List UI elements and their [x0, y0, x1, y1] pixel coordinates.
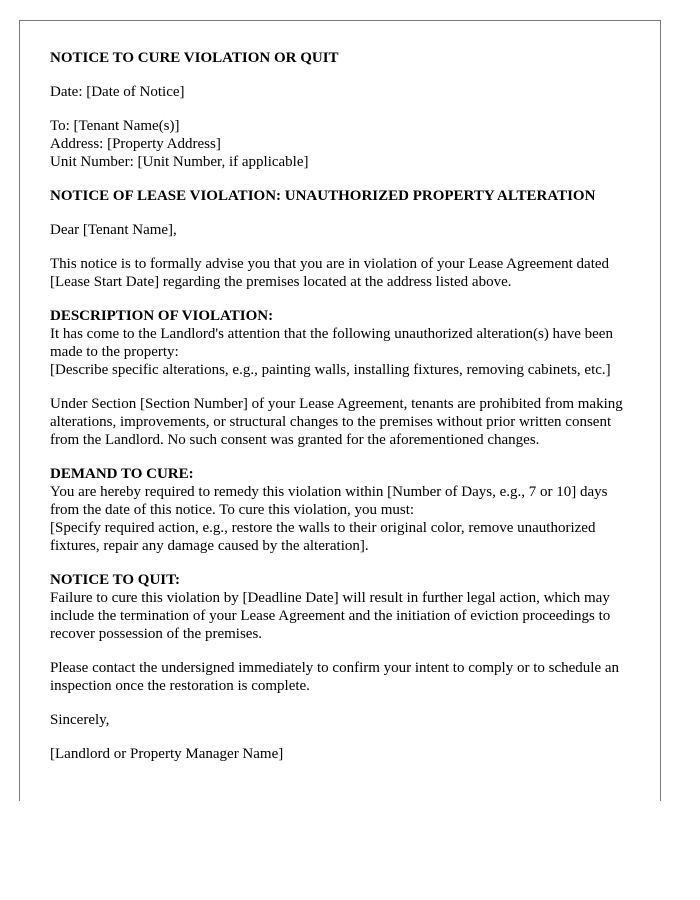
description-section	[50, 307, 640, 379]
salutation: Dear [Tenant Name],	[50, 222, 177, 238]
signature-line: [Landlord or Property Manager Name]	[50, 746, 284, 762]
notice-title: NOTICE TO CURE VIOLATION OR QUIT	[50, 50, 339, 66]
notice-date: Date: [Date of Notice]	[50, 84, 185, 100]
recipient-address: Address: [Property Address]	[50, 136, 221, 152]
cure-heading: DEMAND TO CURE:	[50, 466, 194, 482]
closing: Sincerely,	[50, 712, 110, 728]
document-page	[19, 20, 661, 801]
lease-section-paragraph: Under Section [Section Number] of your Lease Agreement, tenants are prohibited from making alterations, improvements, or structural changes to the premises without prior written consent from the Landlord. No such consent was granted for the aforementioned changes.	[50, 396, 623, 448]
quit-section	[50, 571, 640, 643]
contact-paragraph: Please contact the undersigned immediately to confirm your intent to comply or to schedule an inspection once the restoration is complete.	[50, 660, 620, 694]
cure-text: You are hereby required to remedy this violation within [Number of Days, e.g., 7 or 10] days from the date of this notice. To cure this violation, you must:	[50, 484, 608, 518]
quit-text: Failure to cure this violation by [Deadline Date] will result in further legal action, which may include the termination of your Lease Agreement and the initiation of eviction proceedings to recover possession of the premises.	[50, 590, 611, 642]
recipient-name: To: [Tenant Name(s)]	[50, 118, 180, 134]
intro-paragraph: This notice is to formally advise you that you are in violation of your Lease Agreement dated [Lease Start Date] regarding the premises located at the address listed above.	[50, 256, 610, 290]
description-text: It has come to the Landlord's attention that the following unauthorized alteration(s) have been made to the property:	[50, 326, 613, 360]
description-heading: DESCRIPTION OF VIOLATION:	[50, 308, 274, 324]
recipient-unit: Unit Number: [Unit Number, if applicable]	[50, 154, 309, 170]
quit-heading: NOTICE TO QUIT:	[50, 572, 181, 588]
cure-placeholder: [Specify required action, e.g., restore the walls to their original color, remove unauthorized fixtures, repair any damage caused by the alteration].	[50, 520, 596, 554]
recipient-block	[50, 117, 640, 171]
document-body	[50, 49, 640, 763]
description-placeholder: [Describe specific alterations, e.g., painting walls, installing fixtures, removing cabinets, etc.]	[50, 362, 611, 378]
cure-section	[50, 465, 640, 555]
notice-subject: NOTICE OF LEASE VIOLATION: UNAUTHORIZED PROPERTY ALTERATION	[50, 188, 596, 204]
